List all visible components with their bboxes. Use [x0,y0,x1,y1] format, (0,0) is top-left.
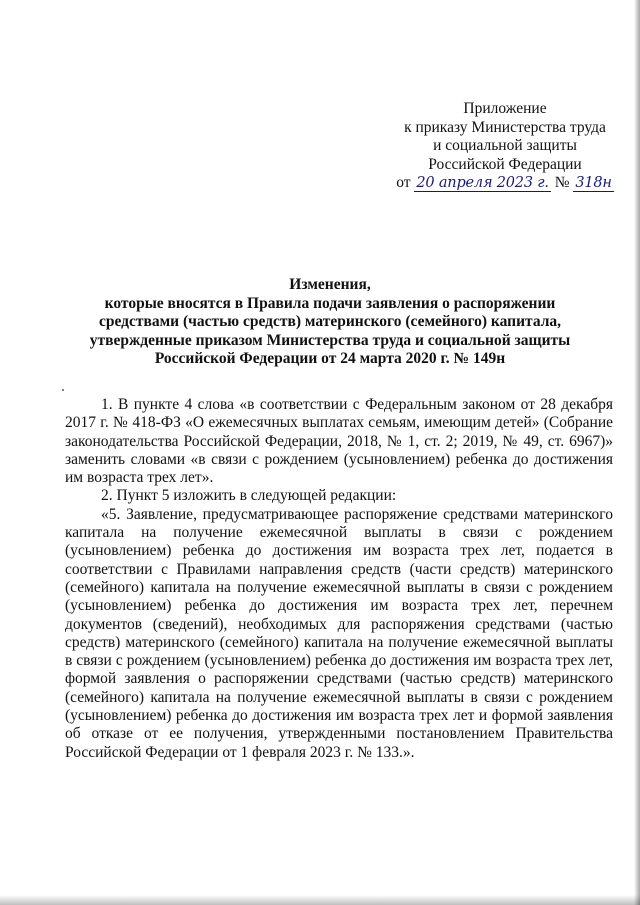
appendix-block [380,100,630,193]
title-line-4: утвержденные приказом Министерства труда и социальной защиты [89,331,571,349]
title-line-5: Российской Федерации от 24 марта 2020 г. № 149н [154,350,506,367]
scan-dot [62,389,64,391]
handwritten-date: 20 апреля 2023 г. [416,175,549,191]
title-line-2: которые вносятся в Правила подачи заявления о распоряжении [104,294,556,312]
document-title [70,276,590,369]
paragraph-item-1: 1. В пункте 4 слова «в соответствии с Федеральным законом от 28 декабря 2017 г. № 418-ФЗ «О ежемесячных выплатах семьям, имеющим детей» (Собрание законодательства Российской Федерации, 2018, № 1, ст. 2; 2019, № 49, ст. 6967)» заменить словами «в связи с рождением (усыновлением) ребенка до достижения им возраста трех лет». [65,396,613,487]
appendix-country: Российской Федерации [428,155,582,173]
date-prefix: от [396,174,411,191]
scan-shadow-right [634,0,640,905]
handwritten-number: 318н [575,175,612,191]
paragraph-item-2: 2. Пункт 5 изложить в следующей редакции: [101,487,397,505]
scan-shadow-bottom [0,895,640,905]
paragraph-item-3: «5. Заявление, предусматривающее распоряжение средствами материнского капитала на получение ежемесячной выплаты в связи с рождением (усыновлением) ребенка до достижения им возраста трех лет, подается в соответствии с Правилами направления средств (части средств) материнского (семейного) капитала на получение ежемесячной выплаты в связи с рождением (усыновлением) ребенка до достижения им возраста трех лет, перечнем документов (сведений), необходимых для распоряжения средствами (частью средств) материнского (семейного) капитала на получение ежемесячной выплаты в связи с рождением (усыновлением) ребенка до достижения им возраста трех лет, формой заявления о распоряжении средствами (частью средств) материнского (семейного) капитала на получение ежемесячной выплаты в связи с рождением (усыновлением) ребенка до достижения им возраста трех лет и формой заявления об отказе от ее получения, утвержденными постановлением Правительства Российской Федерации от 1 февраля 2023 г. № 133.». [65,505,613,761]
appendix-date-number-row [380,174,630,193]
title-line-1: Изменения, [289,276,371,293]
appendix-ministry: и социальной защиты [433,137,577,154]
title-line-3: средствами (частью средств) материнского (семейного) капитала, [98,313,562,330]
document-body [65,396,613,762]
appendix-heading: Приложение [463,100,547,117]
appendix-order-ref: к приказу Министерства труда [404,118,606,136]
number-prefix: № [554,174,570,191]
